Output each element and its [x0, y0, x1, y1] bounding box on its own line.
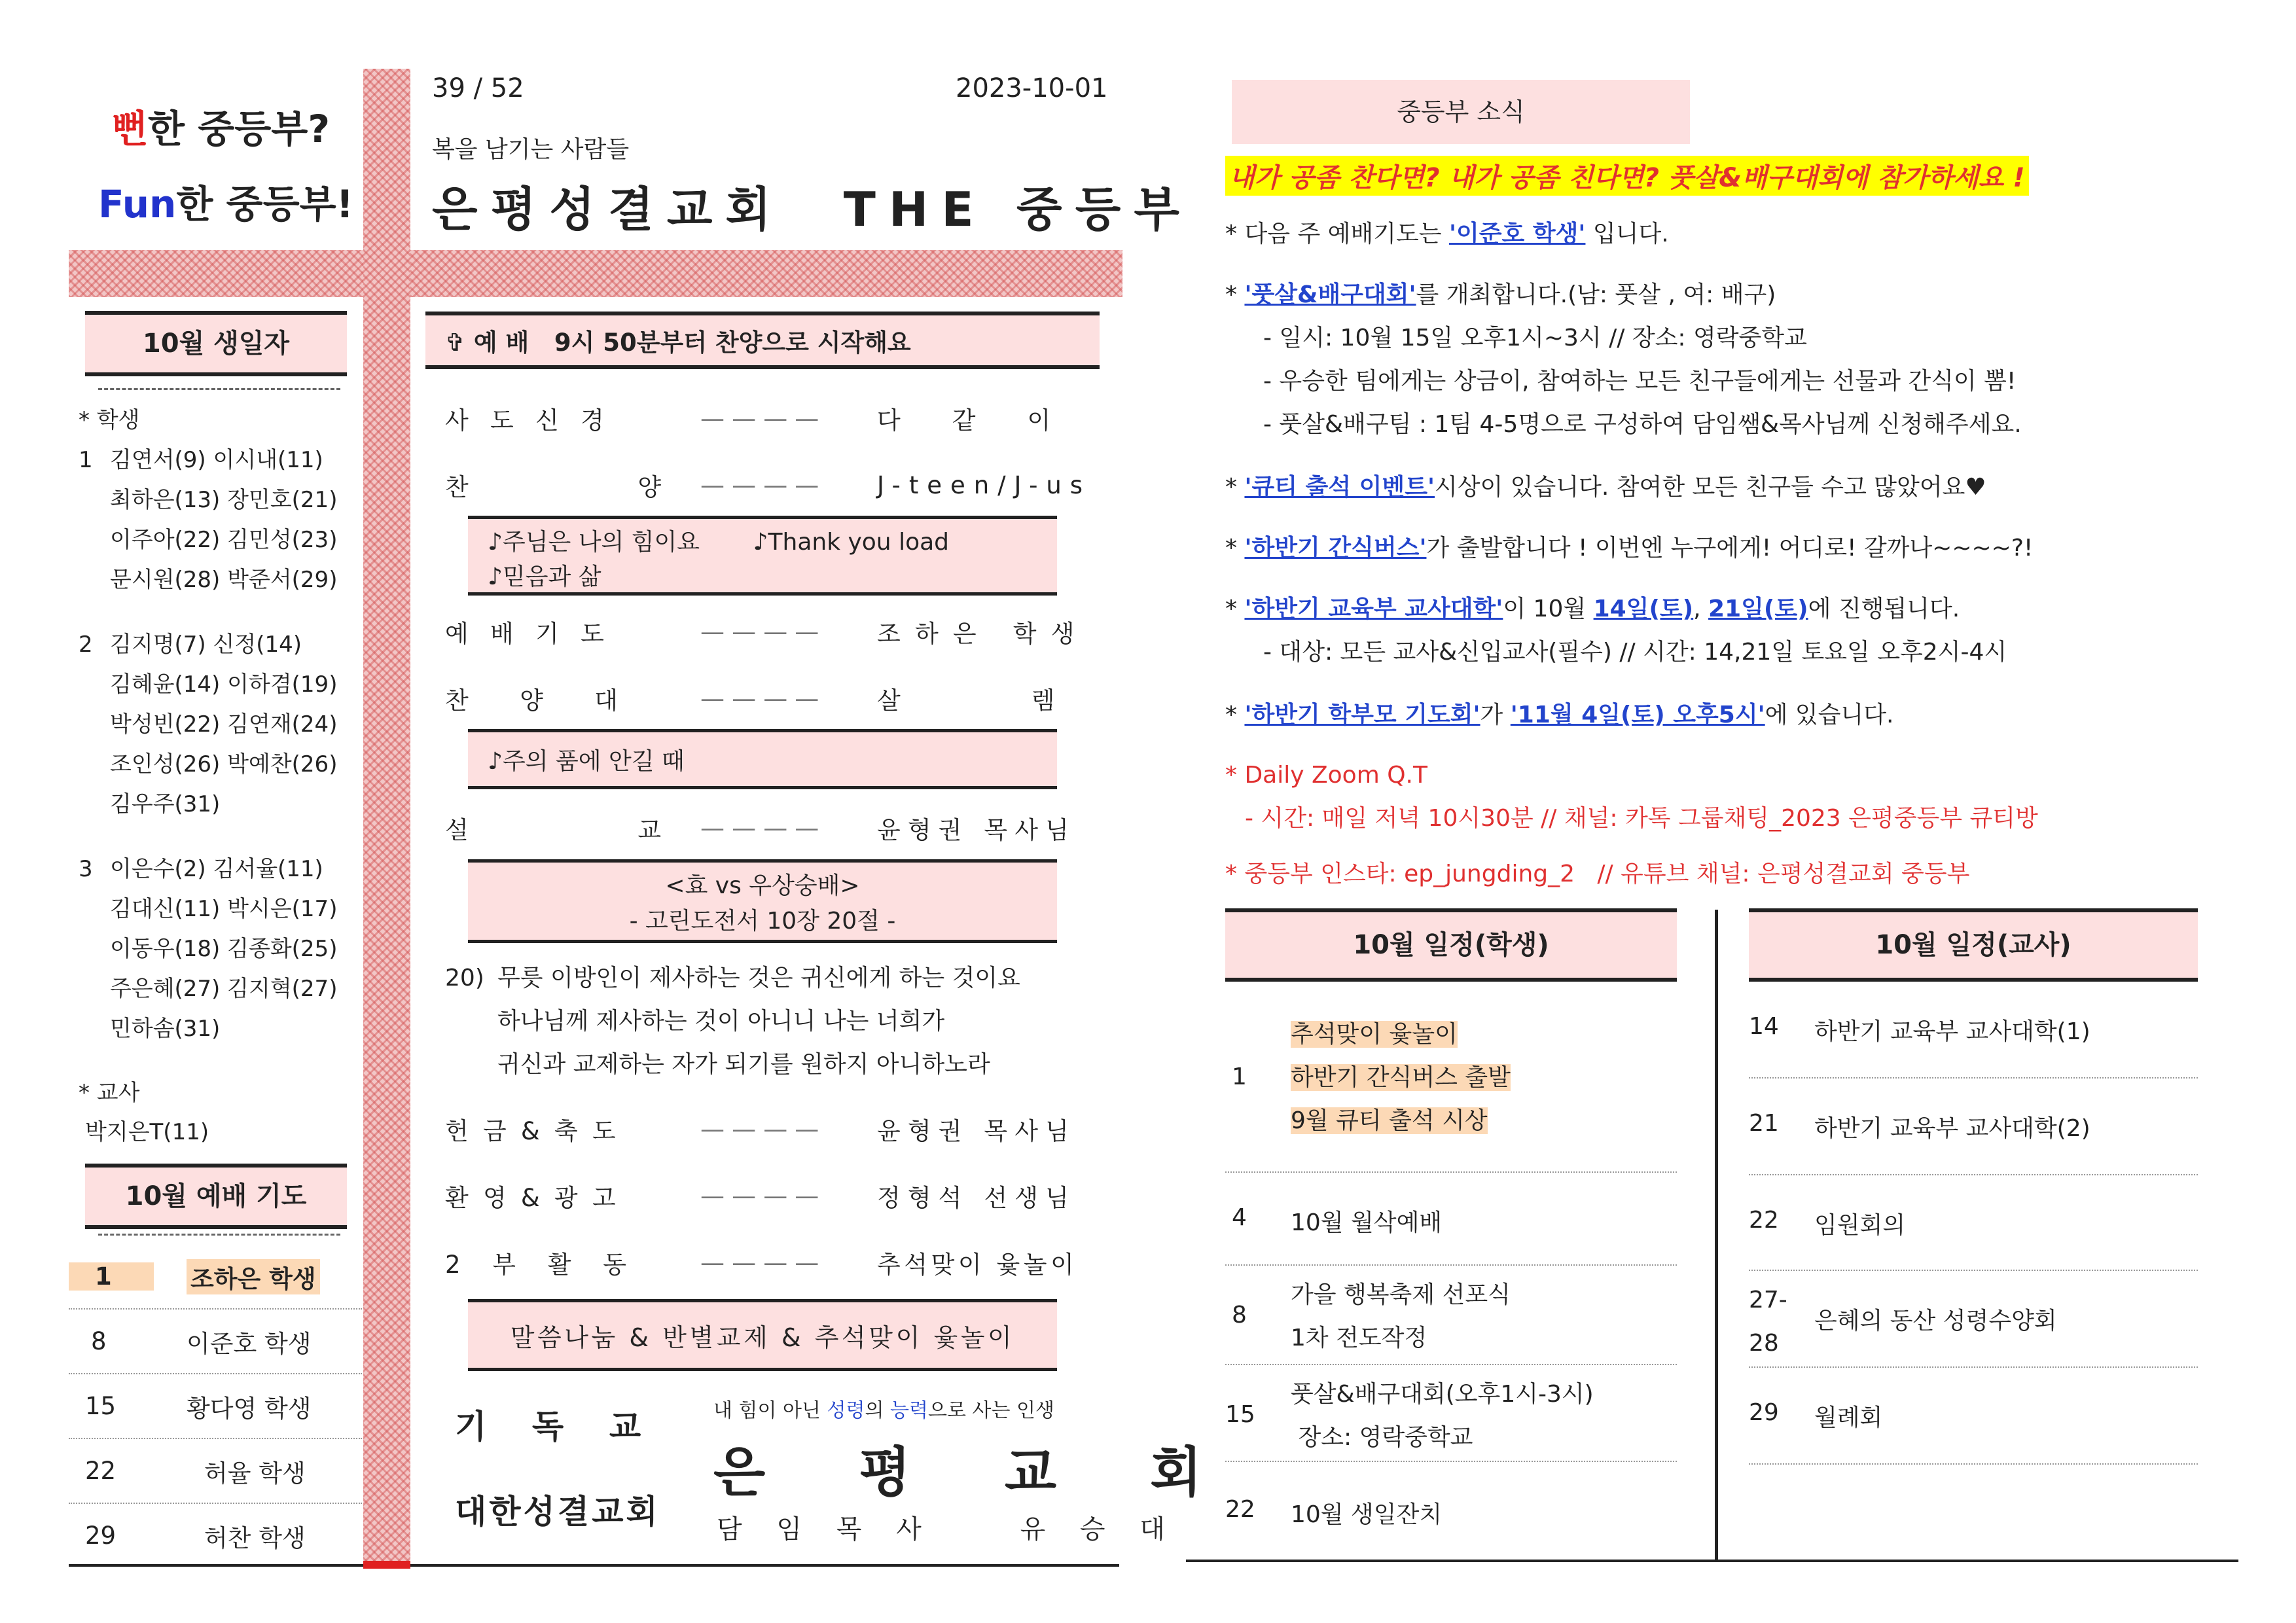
prayer-name: 황다영 학생	[187, 1394, 312, 1423]
schedule-event: 월례회	[1814, 1404, 1883, 1431]
schedule-day: 1	[1232, 1063, 1247, 1090]
prayer-divider	[98, 1234, 340, 1236]
worship-item: 찬 양 대	[445, 687, 640, 715]
footer-motto: 내 힘이 아닌 성령의 능력으로 사는 인생	[713, 1399, 1054, 1422]
news-item-parents-prayer: * '하반기 학부모 기도회'가 '11월 4일(토) 오후5시'에 있습니다.	[1225, 702, 1894, 728]
schedule-event: 하반기 간식버스 출발	[1291, 1064, 1511, 1091]
dash: ————	[700, 684, 827, 713]
issue-date: 2023-10-01	[956, 73, 1108, 103]
schedule-event: 추석맞이 윷놀이	[1291, 1021, 1458, 1048]
worship-item: 사도신경	[445, 406, 626, 435]
schedule-event: 임원회의	[1814, 1212, 1906, 1239]
worship-person: 윤형권 목사님	[877, 1117, 1076, 1145]
worship-item: 예배기도	[445, 620, 626, 648]
issue-number: 39 / 52	[432, 73, 524, 103]
birthday-line: 문시원(28) 박준서(29)	[110, 567, 338, 593]
schedule-event: 장소: 영락중학교	[1291, 1424, 1473, 1451]
cross-bottom-accent	[363, 1561, 410, 1569]
verse-number: 20)	[445, 965, 484, 991]
dash: ————	[700, 404, 827, 433]
schedule-day: 21	[1749, 1110, 1779, 1137]
student-label: * 학생	[79, 407, 140, 433]
futsal-link: '풋살&배구대회'	[1244, 281, 1416, 308]
worship-person: 윤형권 목사님	[877, 816, 1076, 844]
schedule-day: 15	[1225, 1401, 1255, 1428]
birthday-line: 박성빈(22) 김연재(24)	[110, 711, 338, 738]
parents-prayer-date: '11월 4일(토) 오후5시'	[1510, 702, 1765, 728]
teacher-schedule-4	[1749, 1271, 2198, 1368]
prayer-list	[69, 1245, 362, 1567]
worship-item: 설 교	[445, 816, 683, 844]
birthday-line: 김연서(9) 이시내(11)	[110, 447, 323, 473]
left-bottom-rule	[69, 1564, 363, 1567]
news-item-zoom-qt	[1225, 754, 2038, 840]
schedule-event: 하반기 교육부 교사대학(2)	[1814, 1115, 2090, 1142]
birthday-line: 김혜윤(14) 이하겸(19)	[110, 671, 338, 698]
news-title: 중등부 소식	[1232, 80, 1690, 144]
schedule-event: 9월 큐티 출석 시상	[1291, 1107, 1488, 1134]
prayer-day: 8	[91, 1327, 107, 1355]
schedule-divider	[1715, 910, 1718, 1561]
parents-prayer-link: '하반기 학부모 기도회'	[1244, 702, 1480, 728]
news-item-qt-event: * '큐티 출석 이벤트'시상이 있습니다. 참여한 모든 친구들 수고 많았어요♥	[1225, 474, 1986, 501]
news-item-prayer: * 다음 주 예배기도는 '이준호 학생' 입니다.	[1225, 221, 1669, 247]
schedule-event: 1차 전도작정	[1291, 1325, 1427, 1351]
schedule-event: 가을 행복축제 선포식	[1291, 1281, 1511, 1308]
schedule-event: 10월 생일잔치	[1291, 1501, 1443, 1528]
praise-songs-box	[468, 516, 1057, 596]
zoom-detail: - 시간: 매일 저녁 10시30분 // 채널: 카톡 그룹채팅_2023 은평중등부 큐티방	[1245, 805, 2038, 832]
schedule-day: 22	[1225, 1496, 1255, 1523]
birthday-line: 조인성(26) 박예찬(26)	[110, 751, 338, 777]
verse-line: 귀신과 교제하는 자가 되기를 원하지 아니하노라	[497, 1051, 990, 1078]
slogan-line-1: 뻔한 중등부?	[111, 107, 330, 151]
schedule-event: 은혜의 동산 성령수양회	[1814, 1308, 2057, 1334]
teacher-schedule-2	[1749, 1079, 2198, 1175]
worship-person: 조하은 학생	[877, 620, 1089, 648]
worship-person: 정형석 선생님	[877, 1184, 1076, 1212]
birthday-line: 주은혜(27) 김지혁(27)	[110, 976, 338, 1002]
birthday-title: 10월 생일자	[85, 311, 347, 376]
prayer-title: 10월 예배 기도	[85, 1164, 347, 1229]
dash: ————	[700, 617, 827, 646]
worship-person: 살 렘	[877, 687, 1067, 715]
teacher-schedule-5	[1749, 1368, 2198, 1465]
worship-row-choir	[445, 675, 1100, 721]
scripture-verse	[445, 957, 1100, 1086]
student-schedule-3	[1225, 1266, 1677, 1365]
worship-item: 환영&광고	[445, 1184, 630, 1212]
cross-horizontal-band	[69, 250, 1122, 297]
schedule-day: 22	[1749, 1207, 1779, 1234]
worship-person: 다 같 이	[877, 406, 1063, 435]
birthday-month: 1	[79, 447, 93, 473]
right-bottom-rule	[1186, 1560, 2238, 1562]
worship-row-sermon	[445, 805, 1100, 851]
futsal-detail: - 일시: 10월 15일 오후1시~3시 // 장소: 영락중학교	[1263, 325, 1807, 351]
prayer-name: 조하은 학생	[187, 1259, 320, 1294]
song-title: ♪Thank you load	[753, 529, 950, 556]
prayer-row	[69, 1374, 362, 1439]
verse-line: 하나님께 제사하는 것이 아니니 나는 너희가	[497, 1008, 945, 1035]
footer-church-body: 대한성결교회	[455, 1493, 660, 1531]
schedule-day: 29	[1749, 1399, 1779, 1426]
dash: ————	[700, 813, 827, 842]
birthday-line: 김우주(31)	[110, 791, 221, 817]
prayer-row	[69, 1439, 362, 1504]
slogan-line-2: Fun한 중등부!	[98, 182, 354, 226]
footer-denomination: 기 독 교	[455, 1408, 641, 1446]
birthday-line: 김지명(7) 신정(14)	[110, 632, 302, 658]
schedule-day: 14	[1749, 1013, 1779, 1040]
schedule-event: 풋살&배구대회(오후1시-3시)	[1291, 1381, 1594, 1408]
schedule-students-title: 10월 일정(학생)	[1225, 908, 1677, 982]
college-date-2: 21일(토)	[1708, 596, 1808, 622]
activity-text: 말씀나눔 & 반별교제 & 추석맞이 윷놀이	[510, 1323, 1015, 1352]
student-schedule-2	[1225, 1173, 1677, 1266]
footer-pastor: 담 임 목 사 유 승 대	[717, 1514, 1178, 1544]
birthday-group-2	[79, 625, 337, 825]
schedule-day: 27- 28	[1749, 1287, 1787, 1357]
worship-row-prayer	[445, 609, 1100, 654]
sermon-reference: - 고린도전서 10장 20절 -	[629, 908, 896, 935]
page-title: 은평성결교회 THE 중등부	[432, 182, 1193, 237]
activity-box	[468, 1299, 1057, 1371]
middle-bottom-rule	[410, 1564, 1119, 1567]
news-item-snack-bus: * '하반기 간식버스'가 출발합니다 ! 이번엔 누구에게! 어디로! 갈까나~~~~?!	[1225, 535, 2034, 562]
worship-row-praise	[445, 462, 1100, 508]
worship-header: ✞ 예 배 9시 50분부터 찬양으로 시작해요	[425, 312, 1100, 369]
futsal-detail: - 풋살&배구팀 : 1팀 4-5명으로 구성하여 담임쌤&목사님께 신청해주세요.	[1263, 411, 2022, 438]
dash: ————	[700, 1181, 827, 1210]
sermon-title: <효 vs 우상숭배>	[665, 872, 860, 899]
qt-event-link: '큐티 출석 이벤트'	[1244, 474, 1435, 501]
prayer-name-link: '이준호 학생'	[1448, 221, 1586, 247]
birthday-group-1	[79, 440, 337, 600]
student-schedule-4	[1225, 1365, 1677, 1462]
verse-line: 무릇 이방인이 제사하는 것은 귀신에게 하는 것이요	[497, 965, 1020, 991]
birthday-line: 김대신(11) 박시은(17)	[110, 896, 338, 922]
teacher-college-link: '하반기 교육부 교사대학'	[1244, 596, 1503, 622]
college-detail: - 대상: 모든 교사&신입교사(필수) // 시간: 14,21일 토요일 오후2시-4시	[1263, 639, 2007, 666]
dash: ————	[700, 1248, 827, 1277]
snack-bus-link: '하반기 간식버스'	[1244, 535, 1427, 562]
birthday-line: 민하솜(31)	[110, 1016, 221, 1042]
prayer-row	[69, 1310, 362, 1374]
birthday-line: 이주아(22) 김민성(23)	[110, 527, 338, 553]
header-subtitle: 복을 남기는 사람들	[432, 136, 630, 163]
prayer-day: 22	[85, 1457, 117, 1485]
song-title: ♪주의 품에 안길 때	[488, 747, 685, 775]
dash: ————	[700, 471, 827, 499]
schedule-teachers-title: 10월 일정(교사)	[1749, 908, 2198, 982]
news-item-teacher-college: * '하반기 교육부 교사대학'이 10월 14일(토), 21일(토)에 진행됩니다. - 대상: 모든 교사&신입교사(필수) // 시간: 14,21일 토요일 오후2시-4시	[1225, 588, 2007, 674]
futsal-detail: - 우승한 팀에게는 상금이, 참여하는 모든 친구들에게는 선물과 간식이 뽐!	[1263, 368, 2017, 395]
teacher-label: * 교사	[79, 1080, 140, 1106]
worship-person: J-teen/J-us	[877, 471, 1092, 499]
birthday-month: 3	[79, 856, 93, 882]
prayer-row	[69, 1504, 362, 1567]
teacher-schedule-1	[1749, 982, 2198, 1079]
college-date-1: 14일(토)	[1593, 596, 1694, 622]
schedule-event: 하반기 교육부 교사대학(1)	[1814, 1018, 2090, 1045]
worship-item: 2 부 활 동	[445, 1251, 639, 1279]
schedule-day: 8	[1232, 1302, 1247, 1329]
song-title: ♪주님은 나의 힘이요	[488, 529, 700, 556]
schedule-day: 4	[1232, 1204, 1247, 1231]
choir-song-box	[468, 729, 1057, 789]
birthday-divider	[98, 388, 340, 390]
worship-row-activity	[445, 1240, 1100, 1285]
cross-vertical-band	[363, 69, 410, 1567]
birthday-line: 이은수(2) 김서율(11)	[110, 856, 323, 882]
zoom-title: * Daily Zoom Q.T	[1225, 762, 1427, 789]
prayer-day: 15	[85, 1392, 117, 1420]
news-item-futsal: * '풋살&배구대회'를 개최합니다.(남: 풋살 , 여: 배구) - 일시: 10월 15일 오후1시~3시 // 장소: 영락중학교 - 우승한 팀에게는 상금이, 참여하는 모든 친구들에게는 선물과 간식이 뽐! - 풋살&배구팀 : 1팀 4-5명으로 구성하여 담임쌤&목사님께 신청해주세요.	[1225, 274, 2022, 446]
teacher-schedule-3	[1749, 1175, 2198, 1271]
birthday-month: 2	[79, 632, 93, 658]
dash: ————	[700, 1115, 827, 1143]
prayer-day: 29	[85, 1522, 117, 1550]
worship-row-welcome	[445, 1173, 1100, 1219]
worship-item: 헌금&축도	[445, 1117, 630, 1145]
sermon-title-box	[468, 859, 1057, 943]
birthday-line: 최하은(13) 장민호(21)	[110, 487, 338, 513]
news-item-social: * 중등부 인스타: ep_jungding_2 // 유튜브 채널: 은평성결교회 중등부	[1225, 861, 1970, 887]
teacher-birthday: 박지은T(11)	[85, 1119, 209, 1145]
student-schedule-1	[1225, 1001, 1677, 1173]
footer-church-name: 은 평 교 회	[713, 1442, 1221, 1504]
worship-row-offering	[445, 1106, 1100, 1152]
prayer-day: 1	[69, 1262, 154, 1291]
worship-row-creed	[445, 395, 1100, 441]
prayer-name: 허율 학생	[204, 1459, 306, 1488]
birthday-group-3	[79, 849, 337, 1049]
birthday-line: 이동우(18) 김종화(25)	[110, 936, 338, 962]
song-title: ♪믿음과 삶	[488, 563, 601, 590]
schedule-event: 10월 월삭예배	[1291, 1209, 1443, 1236]
news-headline: 내가 공좀 찬다면? 내가 공좀 친다면? 풋살&배구대회에 참가하세요 !	[1225, 156, 2029, 196]
prayer-name: 허찬 학생	[204, 1524, 306, 1552]
prayer-name: 이준호 학생	[187, 1329, 312, 1358]
student-schedule-5	[1225, 1462, 1677, 1554]
prayer-row	[69, 1245, 362, 1310]
worship-person: 추석맞이 윷놀이	[877, 1251, 1078, 1279]
worship-item: 찬 양	[445, 473, 683, 501]
